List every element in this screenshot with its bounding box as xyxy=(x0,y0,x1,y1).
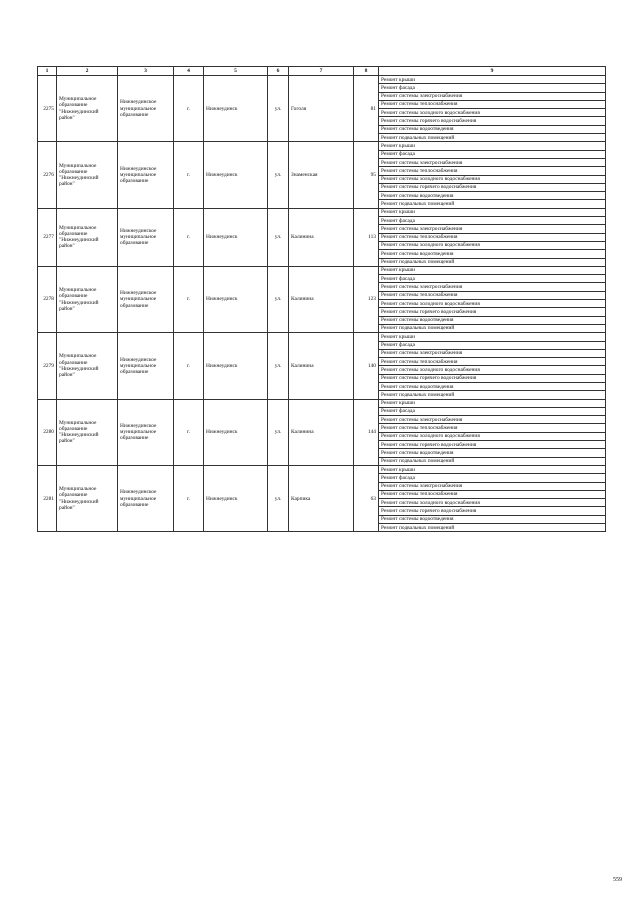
street-cell: Знаменская xyxy=(289,142,354,208)
settlement-type-cell: г. xyxy=(174,333,204,399)
record-number: 2277 xyxy=(38,208,57,266)
district-cell: Муниципальное образование "Нижнеудинский район" xyxy=(57,266,118,332)
municipality-cell: Нижнеудинское муниципальное образование xyxy=(118,266,174,332)
column-header: 3 xyxy=(118,67,174,76)
work-item-cell: Ремонт системы горячего водоснабжения xyxy=(379,308,606,316)
work-item-cell: Ремонт системы холодного водоснабжения xyxy=(379,175,606,183)
street-type-cell: ул. xyxy=(268,465,289,531)
record-number: 2280 xyxy=(38,399,57,465)
table-row xyxy=(38,142,606,150)
work-item-cell: Ремонт системы электроснабжения xyxy=(379,482,606,490)
work-item-cell: Ремонт системы холодного водоснабжения xyxy=(379,109,606,117)
municipality-cell: Нижнеудинское муниципальное образование xyxy=(118,142,174,208)
settlement-cell: Нижнеудинск xyxy=(204,465,268,531)
work-item-cell: Ремонт подвальных помещений xyxy=(379,524,606,532)
house-number-cell: 63 xyxy=(354,465,379,531)
settlement-cell: Нижнеудинск xyxy=(204,399,268,465)
work-item-cell: Ремонт системы электроснабжения xyxy=(379,92,606,100)
settlement-type-cell: г. xyxy=(174,465,204,531)
work-item-cell: Ремонт системы горячего водоснабжения xyxy=(379,183,606,191)
work-item-cell: Ремонт системы теплоснабжения xyxy=(379,424,606,432)
work-item-cell: Ремонт крыши xyxy=(379,333,606,341)
table-row xyxy=(38,399,606,407)
district-cell: Муниципальное образование "Нижнеудинский район" xyxy=(57,333,118,399)
work-item-cell: Ремонт системы водоотведения xyxy=(379,125,606,133)
table-row xyxy=(38,76,606,84)
house-number-cell: 95 xyxy=(354,142,379,208)
house-number-cell: 113 xyxy=(354,208,379,266)
street-cell: Калинина xyxy=(289,266,354,332)
municipality-cell: Нижнеудинское муниципальное образование xyxy=(118,208,174,266)
municipality-cell: Нижнеудинское муниципальное образование xyxy=(118,333,174,399)
record-number: 2279 xyxy=(38,333,57,399)
house-number-cell: 81 xyxy=(354,76,379,142)
work-item-cell: Ремонт системы электроснабжения xyxy=(379,416,606,424)
street-type-cell: ул. xyxy=(268,266,289,332)
work-item-cell: Ремонт системы теплоснабжения xyxy=(379,167,606,175)
work-item-cell: Ремонт фасада xyxy=(379,275,606,283)
work-item-cell: Ремонт системы водоотведения xyxy=(379,250,606,258)
municipality-cell: Нижнеудинское муниципальное образование xyxy=(118,399,174,465)
table-body xyxy=(38,76,606,532)
settlement-cell: Нижнеудинск xyxy=(204,142,268,208)
work-item-cell: Ремонт фасада xyxy=(379,217,606,225)
settlement-type-cell: г. xyxy=(174,142,204,208)
work-item-cell: Ремонт крыши xyxy=(379,266,606,274)
municipality-cell: Нижнеудинское муниципальное образование xyxy=(118,76,174,142)
column-header: 2 xyxy=(57,67,118,76)
district-cell: Муниципальное образование "Нижнеудинский район" xyxy=(57,465,118,531)
table-row xyxy=(38,333,606,341)
repair-register-table xyxy=(37,66,606,532)
house-number-cell: 144 xyxy=(354,399,379,465)
work-item-cell: Ремонт системы электроснабжения xyxy=(379,349,606,357)
work-item-cell: Ремонт фасада xyxy=(379,407,606,415)
settlement-cell: Нижнеудинск xyxy=(204,208,268,266)
street-type-cell: ул. xyxy=(268,142,289,208)
work-item-cell: Ремонт фасада xyxy=(379,150,606,158)
table-row xyxy=(38,465,606,473)
street-cell: Калинина xyxy=(289,399,354,465)
work-item-cell: Ремонт фасада xyxy=(379,84,606,92)
work-item-cell: Ремонт системы холодного водоснабжения xyxy=(379,366,606,374)
work-item-cell: Ремонт системы горячего водоснабжения xyxy=(379,117,606,125)
street-type-cell: ул. xyxy=(268,333,289,399)
street-cell: Карпика xyxy=(289,465,354,531)
work-item-cell: Ремонт подвальных помещений xyxy=(379,258,606,266)
work-item-cell: Ремонт подвальных помещений xyxy=(379,391,606,399)
record-number: 2275 xyxy=(38,76,57,142)
settlement-type-cell: г. xyxy=(174,266,204,332)
work-item-cell: Ремонт системы водоотведения xyxy=(379,382,606,390)
district-cell: Муниципальное образование "Нижнеудинский район" xyxy=(57,399,118,465)
work-item-cell: Ремонт подвальных помещений xyxy=(379,200,606,208)
work-item-cell: Ремонт системы теплоснабжения xyxy=(379,291,606,299)
column-header: 4 xyxy=(174,67,204,76)
settlement-cell: Нижнеудинск xyxy=(204,76,268,142)
work-item-cell: Ремонт системы горячего водоснабжения xyxy=(379,374,606,382)
column-header: 1 xyxy=(38,67,57,76)
work-item-cell: Ремонт системы водоотведения xyxy=(379,316,606,324)
house-number-cell: 123 xyxy=(354,266,379,332)
table-header-row xyxy=(38,67,606,76)
column-header: 9 xyxy=(379,67,606,76)
work-item-cell: Ремонт системы холодного водоснабжения xyxy=(379,432,606,440)
work-item-cell: Ремонт системы электроснабжения xyxy=(379,283,606,291)
work-item-cell: Ремонт системы теплоснабжения xyxy=(379,233,606,241)
column-header: 7 xyxy=(289,67,354,76)
work-item-cell: Ремонт системы теплоснабжения xyxy=(379,358,606,366)
work-item-cell: Ремонт системы холодного водоснабжения xyxy=(379,499,606,507)
work-item-cell: Ремонт крыши xyxy=(379,465,606,473)
table-row xyxy=(38,208,606,216)
work-item-cell: Ремонт системы водоотведения xyxy=(379,192,606,200)
column-header: 6 xyxy=(268,67,289,76)
street-cell: Гоголя xyxy=(289,76,354,142)
record-number: 2276 xyxy=(38,142,57,208)
record-number: 2281 xyxy=(38,465,57,531)
street-cell: Калинина xyxy=(289,208,354,266)
street-type-cell: ул. xyxy=(268,399,289,465)
street-type-cell: ул. xyxy=(268,208,289,266)
settlement-cell: Нижнеудинск xyxy=(204,266,268,332)
work-item-cell: Ремонт крыши xyxy=(379,142,606,150)
work-item-cell: Ремонт фасада xyxy=(379,474,606,482)
house-number-cell: 140 xyxy=(354,333,379,399)
work-item-cell: Ремонт крыши xyxy=(379,208,606,216)
street-cell: Калинина xyxy=(289,333,354,399)
work-item-cell: Ремонт системы электроснабжения xyxy=(379,158,606,166)
work-item-cell: Ремонт фасада xyxy=(379,341,606,349)
settlement-type-cell: г. xyxy=(174,76,204,142)
table-row xyxy=(38,266,606,274)
work-item-cell: Ремонт подвальных помещений xyxy=(379,134,606,142)
column-header: 5 xyxy=(204,67,268,76)
work-item-cell: Ремонт системы электроснабжения xyxy=(379,225,606,233)
municipality-cell: Нижнеудинское муниципальное образование xyxy=(118,465,174,531)
work-item-cell: Ремонт крыши xyxy=(379,76,606,84)
work-item-cell: Ремонт системы водоотведения xyxy=(379,515,606,523)
work-item-cell: Ремонт крыши xyxy=(379,399,606,407)
work-item-cell: Ремонт системы горячего водоснабжения xyxy=(379,441,606,449)
settlement-cell: Нижнеудинск xyxy=(204,333,268,399)
district-cell: Муниципальное образование "Нижнеудинский район" xyxy=(57,76,118,142)
record-number: 2278 xyxy=(38,266,57,332)
street-type-cell: ул. xyxy=(268,76,289,142)
work-item-cell: Ремонт системы водоотведения xyxy=(379,449,606,457)
settlement-type-cell: г. xyxy=(174,399,204,465)
district-cell: Муниципальное образование "Нижнеудинский район" xyxy=(57,208,118,266)
work-item-cell: Ремонт системы холодного водоснабжения xyxy=(379,241,606,249)
work-item-cell: Ремонт подвальных помещений xyxy=(379,457,606,465)
page-number: 559 xyxy=(613,877,622,883)
settlement-type-cell: г. xyxy=(174,208,204,266)
district-cell: Муниципальное образование "Нижнеудинский район" xyxy=(57,142,118,208)
work-item-cell: Ремонт системы холодного водоснабжения xyxy=(379,300,606,308)
work-item-cell: Ремонт системы теплоснабжения xyxy=(379,100,606,108)
work-item-cell: Ремонт подвальных помещений xyxy=(379,324,606,332)
column-header: 8 xyxy=(354,67,379,76)
work-item-cell: Ремонт системы теплоснабжения xyxy=(379,490,606,498)
work-item-cell: Ремонт системы горячего водоснабжения xyxy=(379,507,606,515)
